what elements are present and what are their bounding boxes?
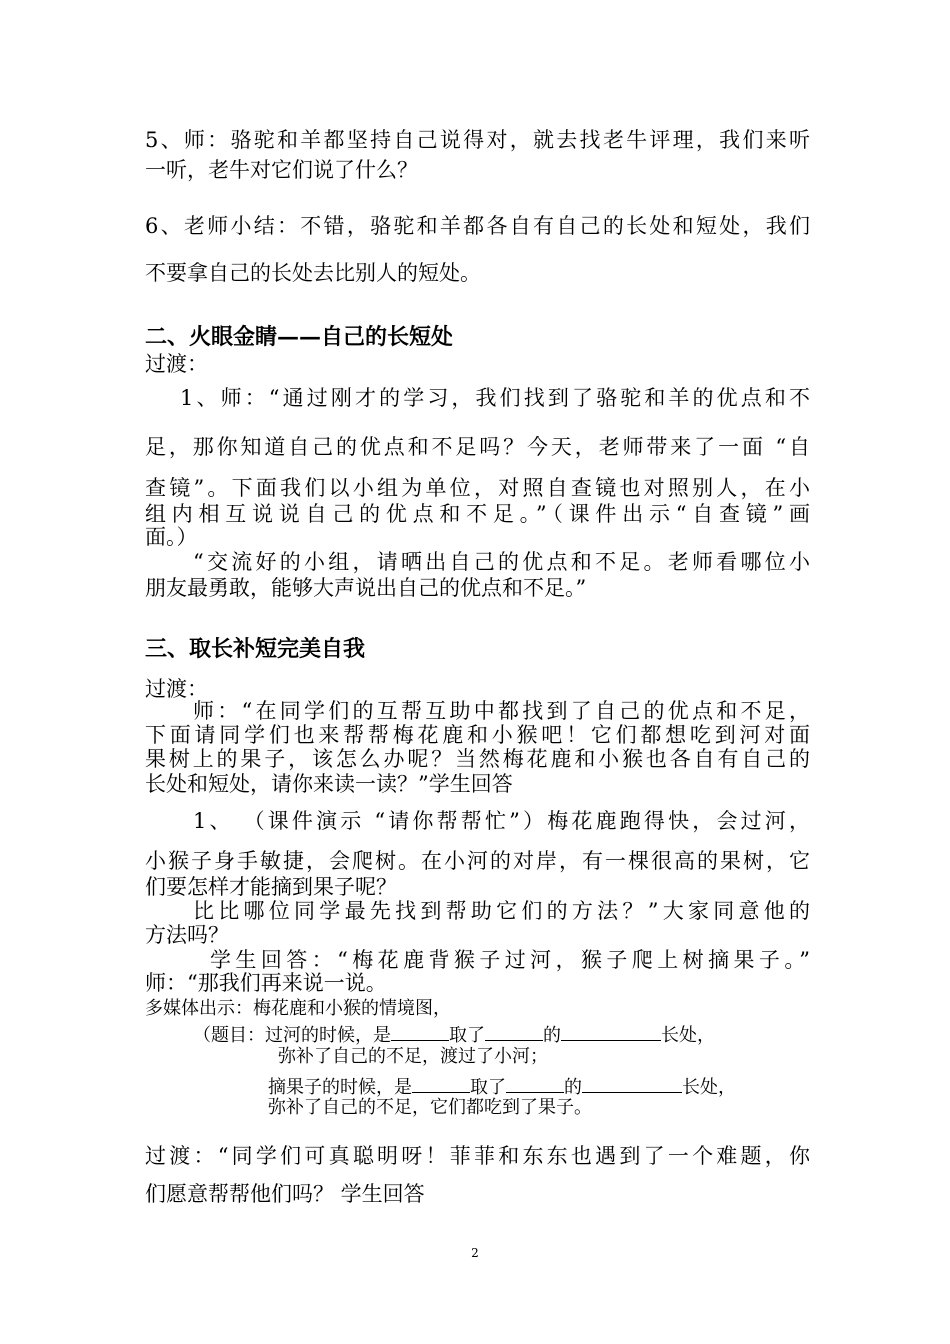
text-line: 多媒体出示：梅花鹿和小猴的情境图， (145, 998, 451, 1019)
question-text: 摘果子的时候，是 (268, 1077, 412, 1098)
question-text: （题目：过河的时候，是 (193, 1025, 391, 1046)
text-line: 小猴子身手敏捷，会爬树。在小河的对岸，有一棵很高的果树，它 (145, 849, 810, 873)
text-line: 1、 （课件演示 “请你帮帮忙”）梅花鹿跑得快，会过河， (193, 809, 810, 833)
question-text: 取了 (449, 1025, 485, 1046)
text-line: 1、师：“通过刚才的学习，我们找到了骆驼和羊的优点和不 (180, 386, 810, 410)
text-line: 长处和短处，请你来读一读？”学生回答 (145, 772, 513, 796)
question-text: 的 (564, 1077, 582, 1098)
answer-blank[interactable] (561, 1020, 661, 1041)
question-text: 长处， (661, 1025, 715, 1046)
answer-blank[interactable] (506, 1072, 564, 1093)
text-line: 不要拿自己的长处去比别人的短处。 (145, 261, 481, 285)
text-line: 弥补了自己的不足，它们都吃到了果子。 (268, 1097, 592, 1118)
text-line: 过渡：“同学们可真聪明呀！菲菲和东东也遇到了一个难题，你 (145, 1144, 810, 1168)
page-number: 2 (471, 1246, 479, 1260)
text-line: 师：“在同学们的互帮互助中都找到了自己的优点和不足， (193, 699, 810, 723)
text-line: 5、师：骆驼和羊都坚持自己说得对，就去找老牛评理，我们来听 (145, 128, 810, 152)
section-heading: 三、取长补短完美自我 (145, 636, 366, 662)
text-line: 下面请同学们也来帮帮梅花鹿和小猴吧！它们都想吃到河对面 (145, 723, 810, 747)
text-line: 查镜”。下面我们以小组为单位，对照自查镜也对照别人，在小 (145, 476, 810, 500)
text-line: 6、老师小结：不错，骆驼和羊都各自有自己的长处和短处，我们 (145, 214, 810, 238)
text-line: 方法吗？ (145, 923, 229, 947)
text-line: 们愿意帮帮他们吗？ 学生回答 (145, 1182, 425, 1206)
text-line: 过渡： (145, 677, 208, 701)
section-heading: 二、火眼金睛——自己的长短处 (145, 324, 454, 350)
answer-blank[interactable] (485, 1020, 543, 1041)
text-line: 们要怎样才能摘到果子呢？ (145, 875, 397, 899)
answer-blank[interactable] (412, 1072, 470, 1093)
answer-blank[interactable] (582, 1072, 682, 1093)
text-line: “交流好的小组，请晒出自己的优点和不足。老师看哪位小 (193, 550, 810, 574)
text-line: 学生回答：“梅花鹿背猴子过河，猴子爬上树摘果子。” (210, 948, 810, 972)
text-line: 组内相互说说自己的优点和不足。”（课件出示“自查镜”画 (145, 502, 810, 526)
question-text: 的 (543, 1025, 561, 1046)
question-text: 取了 (470, 1077, 506, 1098)
text-line: 面。） (145, 525, 198, 549)
text-line: 足，那你知道自己的优点和不足吗？今天，老师带来了一面 “自 (145, 435, 810, 459)
answer-blank[interactable] (391, 1020, 449, 1041)
text-line: 比比哪位同学最先找到帮助它们的方法？”大家同意他的 (193, 899, 810, 923)
text-line: 朋友最勇敢，能够大声说出自己的优点和不足。” (145, 576, 587, 600)
fill-in-question-1 (193, 1020, 813, 1048)
text-line: 果树上的果子，该怎么办呢？当然梅花鹿和小猴也各自有自己的 (145, 747, 810, 771)
question-text: 长处， (682, 1077, 736, 1098)
text-line: 过渡： (145, 352, 208, 376)
text-line: 一听，老牛对它们说了什么？ (145, 158, 418, 182)
text-line: 师：“那我们再来说一说。 (145, 971, 387, 995)
text-line: 弥补了自己的不足，渡过了小河； (278, 1046, 548, 1067)
